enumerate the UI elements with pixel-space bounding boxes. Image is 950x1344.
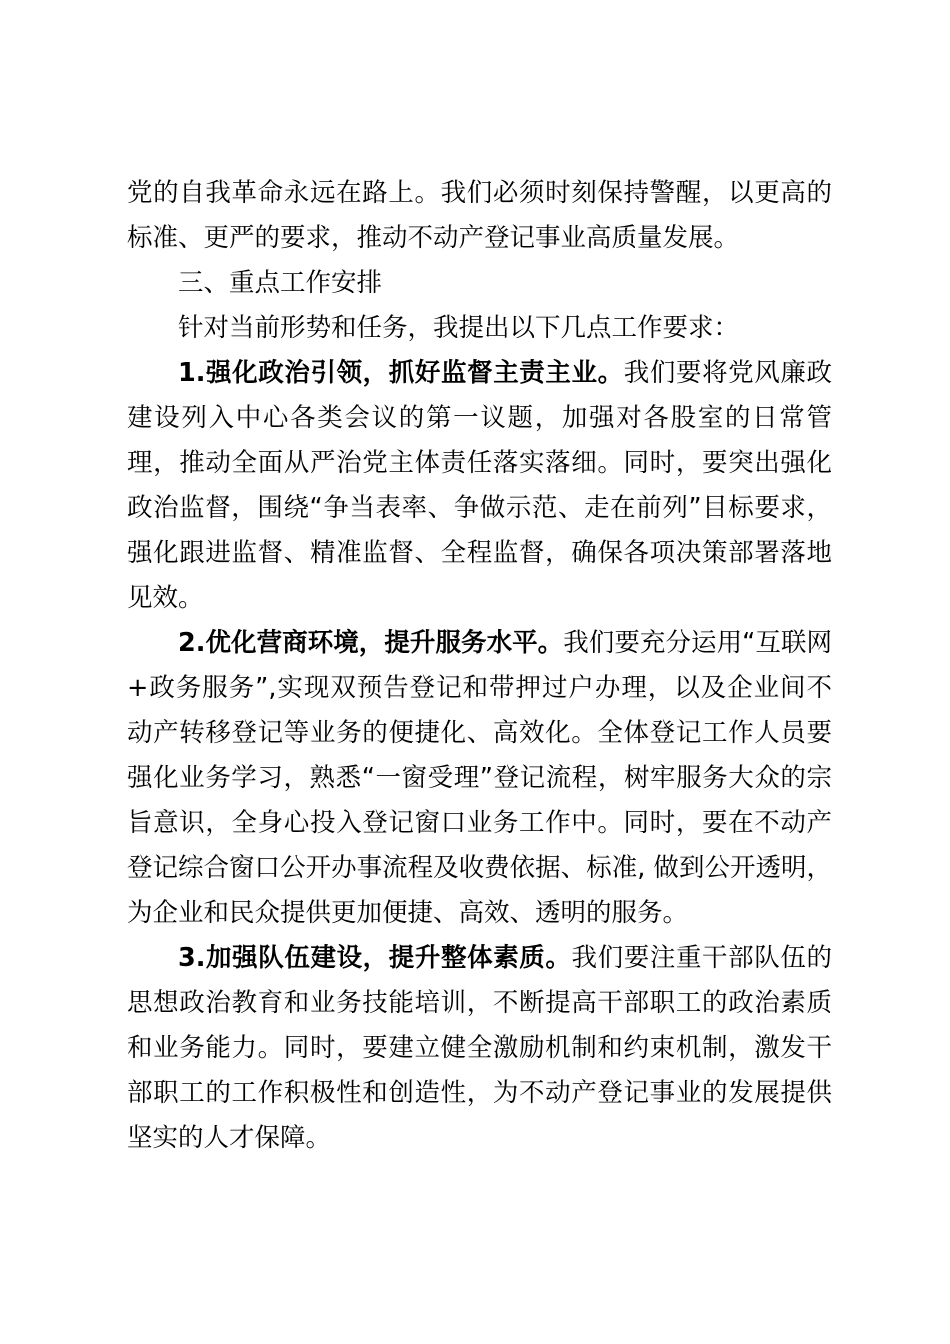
item-3-heading: 3.加强队伍建设，提升整体素质。 bbox=[178, 943, 572, 973]
paragraph-item-2 bbox=[127, 621, 832, 936]
item-2-body: 我们要充分运用“互联网+政务服务”,实现双预告登记和带押过户办理，以及企业间不动产转移登记等业务的便捷化、高效化。全体登记工作人员要强化业务学习，熟悉“一窗受理”登记流程，树牢服务大众的宗旨意识，全身心投入登记窗口业务工作中。同时，要在不动产登记综合窗口公开办事流程及收费依据、标准, 做到公开透明，为企业和民众提供更加便捷、高效、透明的服务。 bbox=[127, 628, 832, 928]
item-3-body: 我们要注重干部队伍的思想政治教育和业务技能培训，不断提高干部职工的政治素质和业务能力。同时，要建立健全激励机制和约束机制，激发干部职工的工作积极性和创造性，为不动产登记事业的发展提供坚实的人才保障。 bbox=[127, 943, 832, 1153]
paragraph-text: 党的自我革命永远在路上。我们必须时刻保持警醒，以更高的标准、更严的要求，推动不动产登记事业高质量发展。 bbox=[127, 178, 832, 253]
item-1-body: 我们要将党风廉政建设列入中心各类会议的第一议题，加强对各股室的日常管理，推动全面从严治党主体责任落实落细。同时，要突出强化政治监督，围绕“争当表率、争做示范、走在前列”目标要求，强化跟进监督、精准监督、全程监督，确保各项决策部署落地见效。 bbox=[127, 358, 832, 613]
paragraph-item-3 bbox=[127, 936, 832, 1161]
section-heading bbox=[127, 261, 832, 306]
paragraph-intro-continuation bbox=[127, 171, 832, 261]
paragraph-requirements-intro bbox=[127, 306, 832, 351]
item-2-heading: 2.优化营商环境，提升服务水平。 bbox=[178, 628, 564, 658]
paragraph-text: 针对当前形势和任务，我提出以下几点工作要求： bbox=[178, 313, 740, 343]
document-page bbox=[127, 171, 832, 1161]
item-1-heading: 1.强化政治引领，抓好监督主责主业。 bbox=[178, 358, 624, 388]
paragraph-item-1 bbox=[127, 351, 832, 621]
section-heading-text: 三、重点工作安排 bbox=[178, 268, 383, 298]
